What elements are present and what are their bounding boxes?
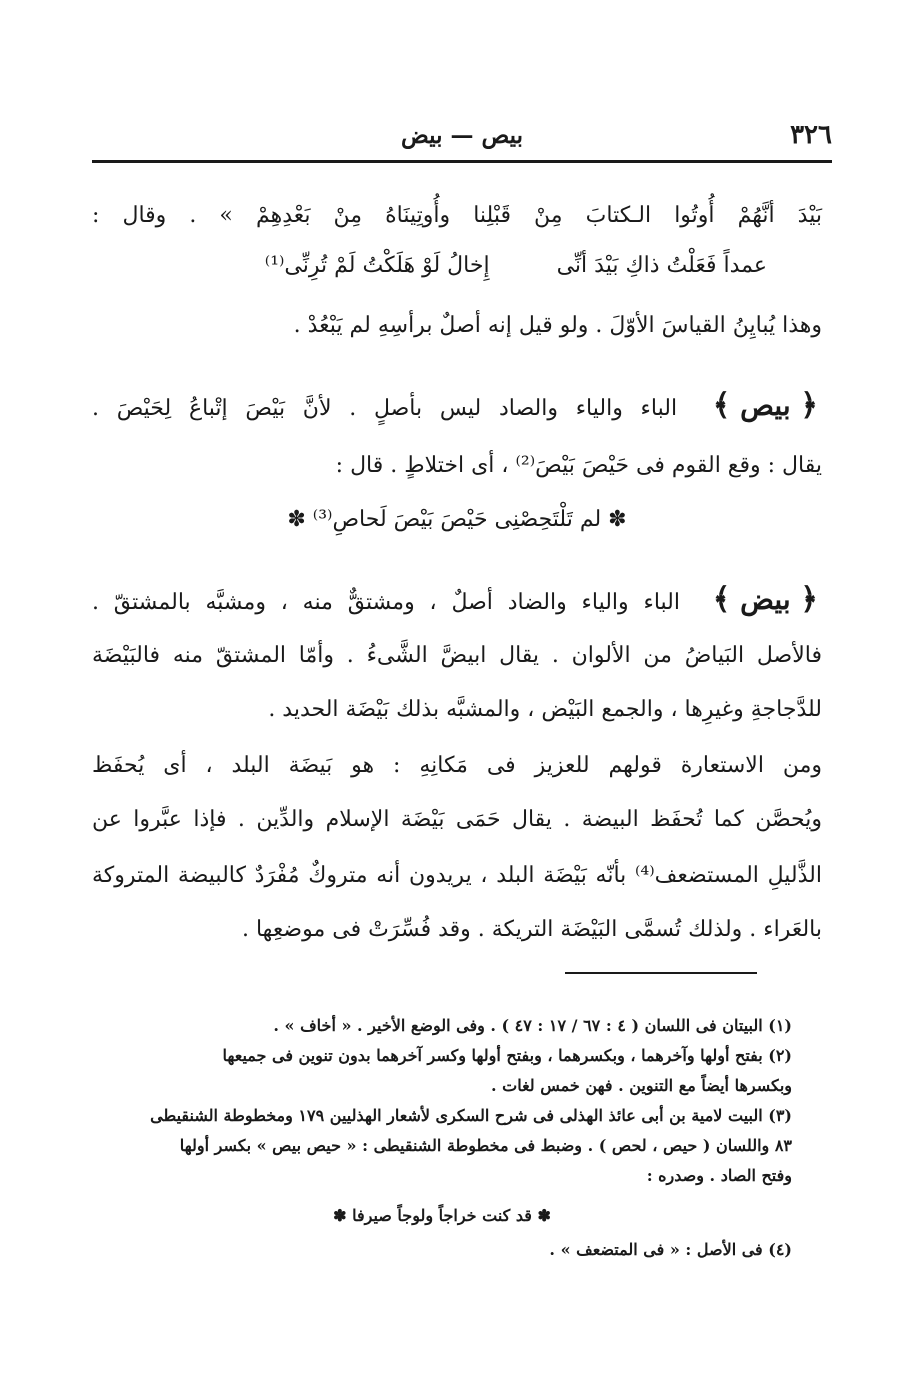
body-line: بَيْدَ أنَّهُمْ أُوتُوا الـكتابَ مِنْ قَبْلِنا وأُوتِينَاهُ مِنْ بَعْدِهِمْ » . وقال : <box>92 203 822 228</box>
verse-line <box>265 246 767 286</box>
verse-line: ✽ لم تَلْتَحِصْنِى حَيْصَ بَيْصَ لَحاصِ⁽³⁾ ✽ <box>287 507 627 532</box>
body-line: ومن الاستعارة قولهم للعزيز فى مَكانِهِ : هو بَيضَة البلد ، أى يُحفَظ <box>92 753 822 778</box>
footnote: (١) البيتان فى اللسان ( ٤ : ٦٧ / ١٧ : ٤٧ ) . وفى الوضع الأخير . « أخاف » . <box>273 1016 792 1035</box>
verse-hemistich: عمداً فَعَلْتُ ذاكِ بَيْدَ أنِّى <box>556 253 767 278</box>
entry-byd <box>92 580 822 623</box>
body-line: فالأصل البَياضُ من الألوان . يقال ابيضَّ الشَّىءُ . وأمّا المشتقّ منه فالبَيْضَة <box>92 643 822 668</box>
footnote: وبكسرها أيضاً مع التنوين . فهن خمس لغات . <box>490 1076 792 1095</box>
entry-bys <box>92 386 822 429</box>
entry-headword <box>709 580 822 620</box>
footnote: (٢) بفتح أولها وآخرهما ، وبكسرهما ، وبفتح أولها وكسر آخرهما بدون تنوين فى جميعها <box>222 1046 792 1065</box>
body-line: الذَّليلِ المستضعف⁽⁴⁾ بأنّه بَيْضَة البلد ، يريدون أنه متروكٌ مُفْرَدٌ كالبيضة المتروكة <box>92 863 822 888</box>
footnote: (٤) فى الأصل : « فى المتضعف » . <box>549 1240 792 1259</box>
headword-text: بيص <box>740 389 791 422</box>
page-number: ٣٢٦ <box>790 120 832 150</box>
page-header <box>92 118 832 163</box>
body-line: وهذا يُبايِنُ القياسَ الأوّلَ . ولو قيل إنه أصلٌ برأسِهِ لم يَبْعُدْ . <box>293 313 822 338</box>
ornate-bracket-open: ﴿ <box>800 582 818 617</box>
footnote-verse: ✽ قد كنت خراجاً ولوجاً صيرفا ✽ <box>333 1206 551 1225</box>
ornate-bracket-close: ﴾ <box>712 388 731 423</box>
running-head: بيص — بيض <box>400 122 524 149</box>
body-line: للدَّجاجةِ وغيرِها ، والجمع البَيْض ، والمشبَّه بذلك بَيْضَة الحديد . <box>268 697 822 722</box>
footnote: وفتح الصاد . وصدره : <box>646 1166 792 1185</box>
entry-text: الباء والياء والضاد أصلٌ ، ومشتقٌّ منه ، ومشبَّه بالمشتقّ . <box>92 590 680 615</box>
entry-text: الباء والياء والصاد ليس بأصلٍ . لأنَّ بَيْصَ إتْباعُ لِحَيْصَ . <box>92 396 678 421</box>
ornate-bracket-open: ﴿ <box>800 388 818 423</box>
body-line: يقال : وقع القوم فى حَيْصَ بَيْصَ⁽²⁾ ، أى اختلاطٍ . قال : <box>335 453 822 478</box>
body-line: ويُحصَّن كما تُحفَظ البيضة . يقال حَمَى بَيْضَة الإسلام والدِّين . فإذا عبَّروا عن <box>92 807 822 832</box>
verse-hemistich: إِخالُ لَوْ هَلَكْتُ لَمْ تُرِنِّى⁽¹⁾ <box>264 253 490 278</box>
entry-headword <box>709 386 822 426</box>
footnote-divider <box>565 972 757 974</box>
footnote: ٨٣ واللسان ( حيص ، لحص ) . وضبط فى مخطوطة الشنقيطى : « حيص بيص » بكسر أولها <box>179 1136 792 1155</box>
ornate-bracket-close: ﴾ <box>712 582 731 617</box>
footnote: (٣) البيت لامية بن أبى عائذ الهذلى فى شرح السكرى لأشعار الهذليين ١٧٩ ومخطوطة الشنقيطى <box>150 1106 792 1125</box>
headword-text: بيض <box>740 583 791 616</box>
body-line: بالعَراء . ولذلك تُسمَّى البَيْضَة التريكة . وقد فُسِّرَتْ فى موضعِها . <box>241 917 822 942</box>
